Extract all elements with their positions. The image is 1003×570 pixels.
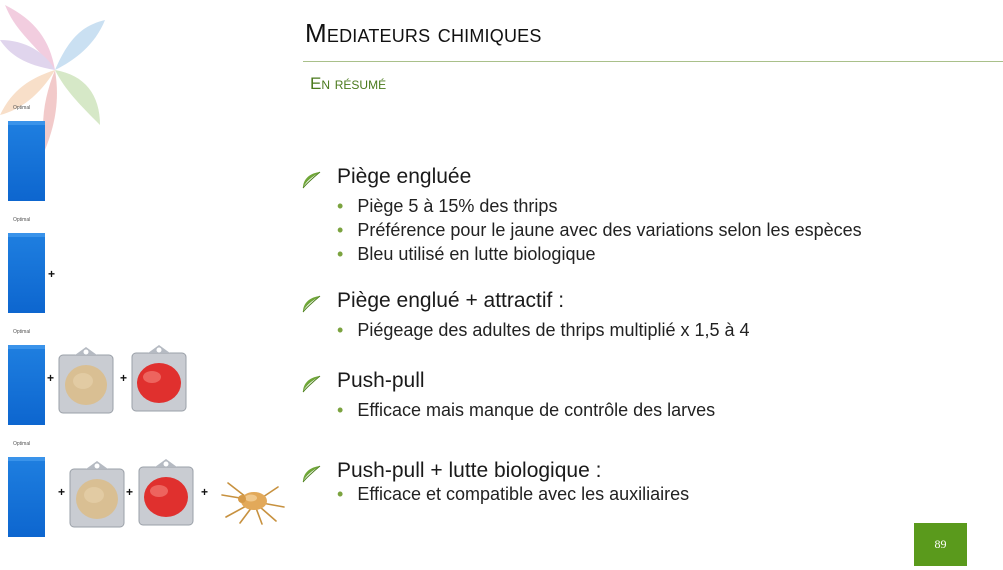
- bullet-item: • Piège 5 à 15% des thrips: [337, 196, 558, 216]
- bullet-item: • Piégeage des adultes de thrips multiplié x 1,5 à 4: [337, 320, 750, 340]
- blue-sticky-card: [8, 233, 45, 313]
- beige-lure-sachet-icon: [68, 461, 126, 529]
- plus-sign: +: [201, 485, 209, 499]
- bullet-item: • Préférence pour le jaune avec des variations selon les espèces: [337, 220, 862, 240]
- title-divider: [303, 61, 1003, 62]
- slide-title: Mediateurs chimiques: [305, 18, 542, 48]
- blue-sticky-card: [8, 457, 45, 537]
- section-heading: Piège engluée: [337, 165, 472, 188]
- plus-sign: +: [126, 485, 134, 499]
- page-number-badge: 89: [914, 523, 967, 566]
- plus-sign: +: [58, 485, 66, 499]
- predatory-mite-icon: [218, 477, 286, 525]
- bullet-dot: •: [337, 484, 344, 504]
- plus-sign: +: [47, 371, 55, 385]
- section-heading: Piège englué + attractif :: [337, 289, 565, 312]
- leaf-icon: [300, 373, 322, 395]
- leaf-icon: [300, 293, 322, 315]
- blue-sticky-card: [8, 121, 45, 201]
- bullet-item: • Efficace et compatible avec les auxiliaires: [337, 484, 690, 504]
- section-heading: Push-pull + lutte biologique :: [337, 459, 602, 482]
- card-caption: Optimal: [13, 329, 31, 335]
- red-lure-sachet-icon: [137, 459, 195, 527]
- red-lure-sachet-icon: [130, 345, 188, 413]
- section-heading: Push-pull: [337, 369, 425, 392]
- card-caption: Optimal: [13, 217, 31, 223]
- beige-lure-sachet-icon: [57, 347, 115, 415]
- bullet-dot: •: [337, 220, 344, 240]
- leaf-icon: [300, 169, 322, 191]
- blue-sticky-card: [8, 345, 45, 425]
- bullet-dot: •: [337, 400, 344, 420]
- card-caption: Optimal: [13, 105, 31, 111]
- bullet-item: • Efficace mais manque de contrôle des larves: [337, 400, 716, 420]
- leaf-icon: [300, 463, 322, 485]
- trap-illustrations: [0, 105, 300, 545]
- plus-sign: +: [120, 371, 128, 385]
- bullet-item: • Bleu utilisé en lutte biologique: [337, 244, 596, 264]
- card-caption: Optimal: [13, 441, 31, 447]
- bullet-dot: •: [337, 244, 344, 264]
- slide-subtitle: En résumé: [310, 74, 387, 93]
- bullet-dot: •: [337, 320, 344, 340]
- plus-sign: +: [48, 267, 56, 281]
- bullet-dot: •: [337, 196, 344, 216]
